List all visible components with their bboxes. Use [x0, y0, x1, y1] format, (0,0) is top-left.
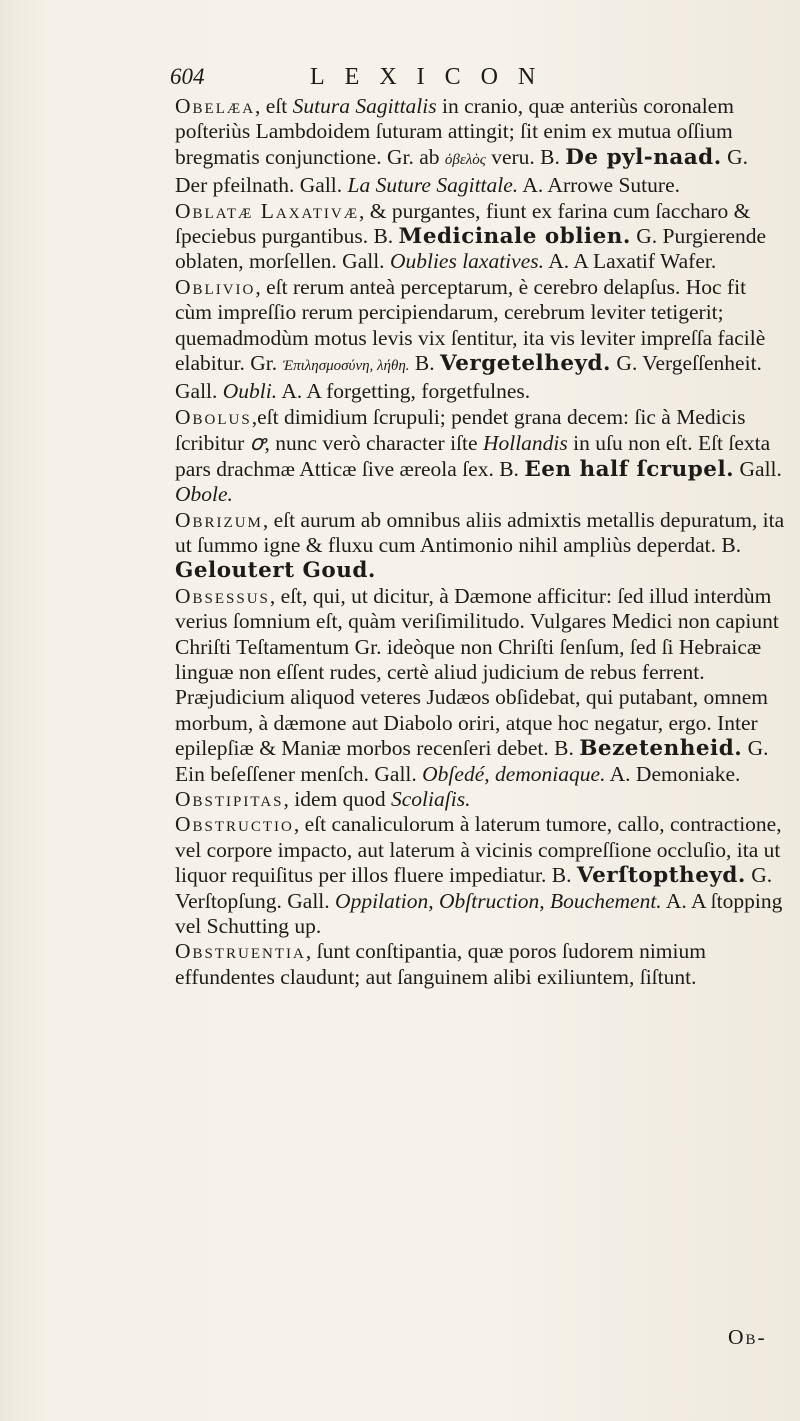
dutch-german-term: Bezetenheid. — [579, 736, 743, 762]
entry-text: , eſt canaliculorum à laterum tumore, callo, contractione, vel corpore impacto, aut laterum à vicinis compreſſione occluſio, ita ut liquor requiſitus per illos fluere impediatur. B. — [175, 812, 782, 888]
entry-text: A. A forgetting, forgetfulnes. — [277, 379, 531, 404]
italic-term: Sutura Sagittalis — [292, 94, 437, 118]
italic-term: Scoliaſis. — [391, 786, 471, 811]
entry-headword: Obstipitas — [175, 786, 284, 811]
italic-term: Obole. — [175, 482, 233, 507]
italic-term: Oppilation, Obſtruction, Bouchement. — [335, 888, 662, 913]
entry-text: , nunc verò character iſte — [264, 431, 483, 456]
catchword: Ob- — [728, 1325, 767, 1349]
dutch-german-term: Geloutert Goud. — [175, 558, 376, 584]
apothecary-symbol: ꝍ — [249, 430, 265, 456]
entry-text: A. Arrowe Suture. — [518, 173, 680, 198]
entry-headword: Obolus — [175, 404, 252, 429]
lexicon-entry — [175, 508, 785, 584]
lexicon-body — [175, 94, 785, 990]
entry-text: in uſu non eſt. Eſt ſexta pars drachmæ Atticæ ſive æreola ſex. B. — [175, 431, 771, 481]
entry-headword: Obelæa — [175, 94, 256, 118]
entry-text: Gall. — [734, 456, 782, 481]
lexicon-entry — [175, 275, 785, 405]
entry-text: A. A ſtopping vel Schutting up. — [175, 888, 783, 938]
entry-text: in cranio, quæ anteriùs coronalem poſteriùs Lambdoidem ſuturam attingit; ſit enim ex mutua oſſium bregmatis conjunctione. Gr. ab — [175, 94, 734, 169]
dutch-german-term: Verſtoptheyd. — [576, 863, 746, 889]
italic-term: La Suture Sagittale. — [347, 173, 519, 198]
entry-text: G. Der pfeilnath. Gall. — [175, 144, 748, 198]
entry-text: ,eſt dimidium ſcrupuli; pendet grana decem: ſic à Medicis ſcribitur — [175, 404, 746, 456]
entry-text: , idem quod — [283, 786, 392, 811]
greek-term: ὀβελὸς — [444, 151, 486, 168]
entry-text: B. — [409, 351, 441, 376]
entry-text: , eſt, qui, ut dicitur, à Dæmone afficitur: ſed illud interdùm verius ſomnium eſt, quàm veriſimilitudo. Vulgares Medici non capiunt Chriſti Teſtamentum Gr. ideòque non Chriſti ſenſum, ſed ſi Hebraicæ linguæ non eſſent rudes, certè aliud judicium de rebus ferrent. Præjudicium aliquod veteres Judæos obſidebat, qui putabant, omnem morbum, à dæmone aut Diabolo oriri, atque hoc negatur, ergo. Inter epilepſiæ & Maniæ morbos recenſeri debet. B. — [175, 583, 779, 761]
entry-text: , eſt rerum anteà perceptarum, è cerebro delapſus. Hoc fit cùm impreſſio rerum percipiendarum, cerebrum leviter tetigerit; quemadmodùm motus levis vix ſentitur, ita vis leviter impreſſa facilè elabitur. Gr. — [175, 274, 766, 376]
lexicon-entry — [175, 199, 785, 275]
entry-headword: Obstructio — [175, 812, 294, 837]
running-title: LEXICON — [310, 64, 556, 90]
entry-headword: Obstruentia — [175, 939, 306, 964]
dutch-german-term: Een half ſcrupel. — [524, 456, 735, 482]
entry-text: G. Ein beſeſſener menſch. Gall. — [175, 736, 769, 786]
entry-text: G. Vergeſſenheit. Gall. — [175, 351, 762, 404]
dutch-german-term: Vergetelheyd. — [440, 351, 612, 377]
entry-headword: Obrizum — [175, 507, 263, 532]
dutch-german-term: Medicinale oblien. — [398, 224, 631, 250]
entry-text: veru. B. — [485, 144, 566, 169]
italic-term: Hollandis — [482, 431, 568, 456]
greek-term: Ἐπιλησμοσύνη, λήθη. — [282, 358, 410, 375]
lexicon-entry — [175, 405, 785, 508]
entry-text: , ſunt conſtipantia, quæ poros ſudorem nimium effundentes claudunt; aut ſanguinem alibi exiliuntem, ſiſtunt. — [175, 939, 706, 989]
entry-text: G. Verſtopſung. Gall. — [175, 863, 773, 913]
lexicon-entry — [175, 584, 785, 787]
entry-headword: Oblivio — [175, 274, 256, 299]
italic-term: Obſedé, demoniaque. — [422, 761, 606, 786]
lexicon-entry — [175, 812, 785, 939]
lexicon-entry — [175, 787, 785, 812]
entry-headword: Oblatæ Laxativæ — [175, 198, 360, 223]
entry-text: , eſt aurum ab omnibus aliis admixtis metallis depuratum, ita ut ſummo igne & fluxu cum Antimonio nihil ampliùs deperdat. B. — [175, 507, 785, 557]
italic-term: Oublies laxatives. — [389, 249, 544, 274]
entry-headword: Obsessus — [175, 583, 270, 608]
lexicon-entry — [175, 939, 785, 990]
lexicon-entry — [175, 94, 785, 199]
entry-text: , eſt — [255, 94, 293, 118]
italic-term: Oubli. — [222, 379, 278, 404]
entry-text: A. Demoniake. — [605, 761, 741, 786]
page-header — [170, 64, 730, 94]
entry-text: A. A Laxatif Wafer. — [544, 249, 717, 274]
entry-text: G. Purgierende oblaten, morſellen. Gall. — [175, 224, 767, 274]
entry-text: , & purgantes, fiunt ex farina cum ſaccharo & ſpeciebus purgantibus. B. — [175, 198, 751, 249]
page-number: 604 — [170, 64, 205, 89]
dutch-german-term: De pyl-naad. — [565, 144, 722, 170]
